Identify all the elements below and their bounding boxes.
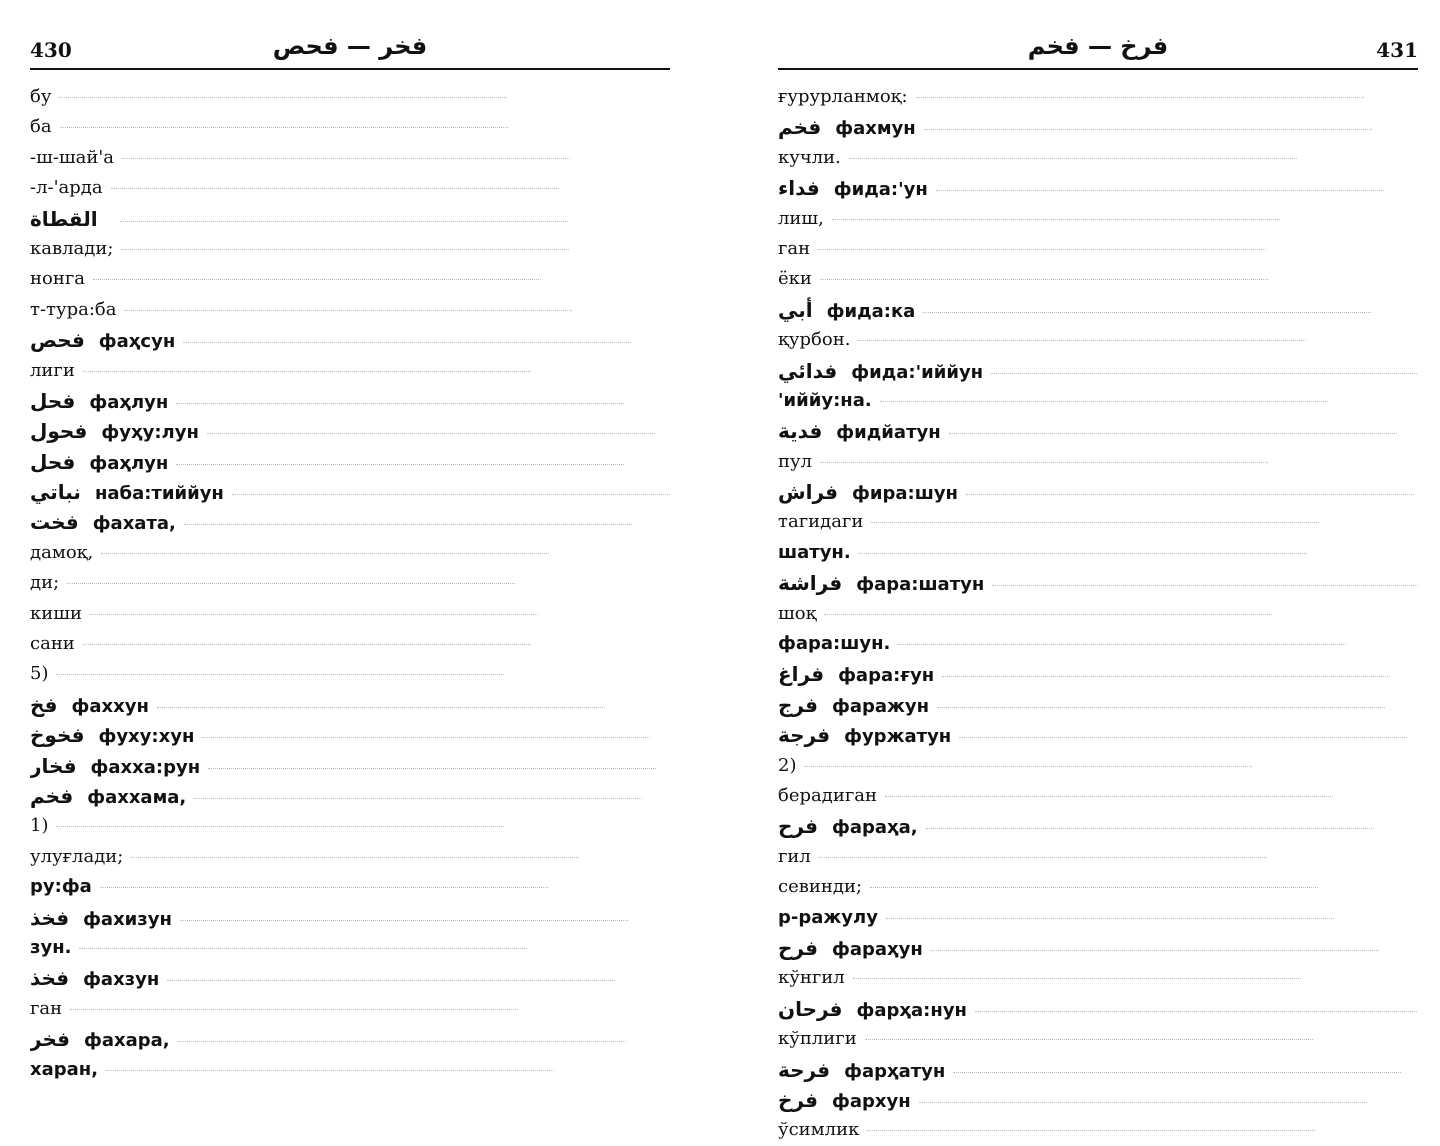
text-line [30, 599, 670, 629]
text-line [778, 173, 1418, 203]
line-text: 5) [30, 663, 49, 685]
text-line [778, 659, 1418, 689]
text-line [778, 295, 1418, 325]
transliterated-headword: фаражун [831, 695, 930, 717]
omitted-text-placeholder [178, 1040, 626, 1042]
transliterated-headword: фара:ғун [838, 665, 935, 687]
omitted-text-placeholder [93, 278, 541, 280]
line-text: улуғлади; [30, 845, 124, 867]
text-line [778, 690, 1418, 720]
arabic-headword: فخذ [30, 966, 70, 991]
line-text: берадиган [778, 784, 877, 806]
right-page [778, 0, 1418, 1141]
omitted-text-placeholder [819, 856, 1267, 858]
transliterated-headword: фарҳатун [844, 1060, 946, 1082]
omitted-text-placeholder [90, 613, 538, 615]
omitted-text-placeholder [919, 1101, 1367, 1103]
line-text: киши [30, 602, 82, 624]
omitted-text-placeholder [867, 1129, 1315, 1131]
text-line [30, 811, 670, 841]
text-line [30, 720, 670, 750]
omitted-text-placeholder [966, 493, 1414, 495]
line-text: бу [30, 86, 52, 107]
page-body [30, 82, 670, 1085]
transliterated-headword: ру:фа [30, 876, 92, 898]
head-range: فرخ — فخم [1027, 32, 1169, 60]
arabic-headword: فرج [778, 692, 818, 717]
line-text: сани [30, 633, 75, 655]
text-line [778, 507, 1418, 537]
header-rule [778, 68, 1418, 70]
line-text: пул [778, 450, 813, 472]
arabic-headword: فرحان [778, 996, 843, 1021]
line-text: ёки [778, 268, 812, 290]
omitted-text-placeholder [232, 493, 670, 495]
omitted-text-placeholder [111, 187, 559, 189]
text-line [30, 143, 670, 173]
line-text: 2) [778, 754, 797, 776]
line-text: лиш, [778, 207, 824, 229]
transliterated-headword: фида:ка [826, 300, 916, 322]
arabic-headword: فحل [30, 388, 76, 413]
omitted-text-placeholder [120, 220, 568, 222]
text-line [30, 234, 670, 264]
text-line [30, 477, 670, 507]
omitted-text-placeholder [870, 886, 1318, 888]
text-line [778, 994, 1418, 1024]
line-text: кўплиги [778, 1028, 857, 1050]
text-line [30, 447, 670, 477]
omitted-text-placeholder [942, 675, 1390, 677]
arabic-headword: فخر [30, 1027, 70, 1052]
text-line [30, 325, 670, 355]
text-line [778, 325, 1418, 355]
text-line [30, 872, 670, 902]
omitted-text-placeholder [70, 1008, 518, 1010]
arabic-headword: نباتي [30, 480, 81, 505]
line-text: шоқ [778, 602, 817, 624]
omitted-text-placeholder [157, 706, 605, 708]
text-line [30, 933, 670, 963]
text-line [778, 386, 1418, 416]
text-line [30, 416, 670, 446]
arabic-headword: فخم [30, 783, 74, 808]
omitted-text-placeholder [176, 463, 624, 465]
line-text: кавлади; [30, 237, 114, 259]
text-line [30, 659, 670, 689]
line-text: ба [30, 116, 52, 138]
text-line [778, 781, 1418, 811]
transliterated-headword: фараҳун [831, 938, 923, 960]
line-text: -ш-шай'а [30, 146, 115, 168]
omitted-text-placeholder [83, 643, 531, 645]
transliterated-headword: фахзун [83, 969, 160, 991]
line-text: лиги [30, 359, 75, 381]
omitted-text-placeholder [871, 521, 1319, 523]
omitted-text-placeholder [949, 432, 1397, 434]
transliterated-headword: фидйатун [836, 422, 941, 444]
text-line [30, 994, 670, 1024]
page-number: 430 [30, 38, 72, 62]
omitted-text-placeholder [953, 1071, 1401, 1073]
omitted-text-placeholder [56, 825, 504, 827]
text-line [30, 264, 670, 294]
page-number: 431 [1376, 38, 1418, 62]
text-line [30, 629, 670, 659]
line-text: -л-'арда [30, 177, 103, 199]
text-line [778, 811, 1418, 841]
arabic-headword: فرخ [778, 1087, 818, 1112]
text-line [30, 1024, 670, 1054]
text-line [778, 538, 1418, 568]
arabic-headword: فرح [778, 935, 818, 960]
transliterated-headword: фида:'иййун [851, 361, 984, 383]
text-line [778, 1055, 1418, 1085]
text-line [778, 963, 1418, 993]
running-head [778, 32, 1418, 66]
arabic-headword: فخ [30, 692, 58, 717]
omitted-text-placeholder [975, 1010, 1418, 1012]
text-line [30, 295, 670, 325]
transliterated-headword: фахара, [83, 1030, 170, 1052]
line-text: 1) [30, 815, 49, 837]
transliterated-headword: фара:шун. [778, 633, 891, 655]
transliterated-headword: р-ражулу [778, 906, 878, 928]
transliterated-headword: фахата, [92, 513, 176, 535]
text-line [778, 204, 1418, 234]
omitted-text-placeholder [67, 582, 515, 584]
text-line [30, 963, 670, 993]
line-text: қурбон. [778, 329, 851, 351]
transliterated-headword: харан, [30, 1058, 99, 1080]
line-text: ғурурланмоқ: [778, 86, 908, 107]
omitted-text-placeholder [858, 339, 1306, 341]
text-line [30, 356, 670, 386]
transliterated-headword: фаххун [71, 695, 149, 717]
omitted-text-placeholder [59, 96, 507, 98]
omitted-text-placeholder [184, 523, 632, 525]
text-line [778, 599, 1418, 629]
omitted-text-placeholder [824, 613, 1272, 615]
arabic-headword: فداء [778, 176, 820, 201]
text-line [30, 903, 670, 933]
omitted-text-placeholder [880, 400, 1328, 402]
transliterated-headword: фахмун [835, 118, 916, 140]
text-line [778, 629, 1418, 659]
omitted-text-placeholder [936, 189, 1384, 191]
arabic-headword: فرحة [778, 1057, 831, 1082]
omitted-text-placeholder [194, 797, 642, 799]
head-range: فخر — فحص [272, 32, 428, 60]
text-line [30, 112, 670, 142]
transliterated-headword: фара:шатун [856, 574, 985, 596]
omitted-text-placeholder [886, 917, 1334, 919]
text-line [778, 1085, 1418, 1115]
text-line [30, 386, 670, 416]
omitted-text-placeholder [818, 248, 1266, 250]
line-text: кўнгил [778, 967, 845, 989]
transliterated-headword: фуҳу:лун [101, 422, 199, 444]
transliterated-headword: фаҳлун [89, 452, 169, 474]
omitted-text-placeholder [207, 432, 655, 434]
arabic-headword: فخذ [30, 905, 70, 930]
arabic-headword: فخت [30, 510, 79, 535]
omitted-text-placeholder [131, 856, 579, 858]
text-line [778, 416, 1418, 446]
text-line [30, 568, 670, 598]
text-line [778, 751, 1418, 781]
omitted-text-placeholder [83, 370, 531, 372]
omitted-text-placeholder [926, 827, 1374, 829]
omitted-text-placeholder [924, 128, 1372, 130]
line-text: ган [30, 997, 63, 1019]
omitted-text-placeholder [202, 736, 650, 738]
transliterated-headword: фаххама, [87, 786, 187, 808]
text-line [30, 842, 670, 872]
omitted-text-placeholder [122, 157, 570, 159]
arabic-headword: فحول [30, 419, 88, 444]
omitted-text-placeholder [79, 947, 527, 949]
transliterated-headword: фуху:хун [98, 726, 195, 748]
omitted-text-placeholder [167, 979, 615, 981]
transliterated-headword: фуржатун [844, 726, 952, 748]
text-line [30, 507, 670, 537]
text-line [30, 82, 670, 112]
arabic-headword: فدية [778, 419, 823, 444]
line-text: ган [778, 237, 811, 259]
text-line [778, 568, 1418, 598]
text-line [778, 143, 1418, 173]
text-line [778, 447, 1418, 477]
arabic-headword: فراشة [778, 571, 843, 596]
line-text: кучли. [778, 146, 841, 168]
arabic-headword: فحص [30, 328, 85, 353]
omitted-text-placeholder [885, 795, 1333, 797]
text-line [778, 720, 1418, 750]
omitted-text-placeholder [60, 126, 508, 128]
text-line [30, 173, 670, 203]
arabic-headword: فخار [30, 753, 77, 778]
omitted-text-placeholder [180, 919, 628, 921]
omitted-text-placeholder [859, 552, 1307, 554]
omitted-text-placeholder [100, 886, 548, 888]
omitted-text-placeholder [804, 765, 1252, 767]
text-line [30, 751, 670, 781]
line-text: гил [778, 845, 811, 867]
line-text: т-тура:ба [30, 298, 117, 320]
omitted-text-placeholder [853, 977, 1301, 979]
transliterated-headword: фараҳа, [831, 817, 918, 839]
text-line [30, 781, 670, 811]
transliterated-headword: фахха:рун [90, 756, 201, 778]
arabic-headword: فرح [778, 814, 818, 839]
transliterated-headword: зун. [30, 936, 72, 958]
transliterated-headword: фархун [831, 1090, 911, 1112]
omitted-text-placeholder [820, 278, 1268, 280]
transliterated-headword: шатун. [778, 541, 851, 563]
text-line [778, 356, 1418, 386]
transliterated-headword: фаҳлун [89, 391, 169, 413]
text-line [778, 842, 1418, 872]
line-text: севинди; [778, 876, 863, 898]
omitted-text-placeholder [121, 248, 569, 250]
omitted-text-placeholder [991, 372, 1418, 374]
omitted-text-placeholder [183, 341, 631, 343]
transliterated-headword: фида:'ун [833, 179, 928, 201]
transliterated-headword: фира:шун [852, 483, 958, 505]
transliterated-headword: наба:тиййун [94, 483, 224, 505]
omitted-text-placeholder [106, 1069, 554, 1071]
text-line [30, 204, 670, 234]
omitted-text-placeholder [916, 96, 1364, 98]
arabic-headword: فخوخ [30, 723, 85, 748]
text-line [778, 1024, 1418, 1054]
text-line [778, 933, 1418, 963]
arabic-headword: أبي [778, 297, 813, 322]
text-line [778, 234, 1418, 264]
transliterated-headword: фаҳсун [98, 331, 176, 353]
arabic-headword: فخم [778, 115, 822, 140]
text-line [778, 872, 1418, 902]
line-text: нонга [30, 268, 85, 290]
page-body [778, 82, 1418, 1146]
omitted-text-placeholder [923, 311, 1371, 313]
text-line [778, 1115, 1418, 1145]
text-line [30, 1055, 670, 1085]
transliterated-headword: фарҳа:нун [856, 999, 967, 1021]
arabic-headword: فراغ [778, 662, 825, 687]
omitted-text-placeholder [865, 1038, 1313, 1040]
arabic-headword: فرجة [778, 723, 831, 748]
transliterated-headword: фахизун [83, 908, 172, 930]
text-line [778, 264, 1418, 294]
running-head [30, 32, 670, 66]
arabic-headword: فراش [778, 480, 838, 505]
left-page [30, 0, 670, 1114]
omitted-text-placeholder [832, 218, 1280, 220]
omitted-text-placeholder [176, 402, 624, 404]
text-line [778, 112, 1418, 142]
text-line [30, 538, 670, 568]
omitted-text-placeholder [959, 736, 1407, 738]
omitted-text-placeholder [849, 157, 1297, 159]
omitted-text-placeholder [992, 584, 1418, 586]
arabic-headword: القطاة [30, 206, 98, 231]
text-line [778, 903, 1418, 933]
omitted-text-placeholder [937, 706, 1385, 708]
omitted-text-placeholder [101, 552, 549, 554]
omitted-text-placeholder [931, 949, 1379, 951]
arabic-headword: فحل [30, 449, 76, 474]
line-text: ўсимлик [778, 1119, 860, 1141]
omitted-text-placeholder [124, 309, 572, 311]
omitted-text-placeholder [56, 673, 504, 675]
text-line [30, 690, 670, 720]
arabic-headword: فدائي [778, 358, 838, 383]
omitted-text-placeholder [898, 643, 1346, 645]
omitted-text-placeholder [208, 767, 656, 769]
line-text: тагидаги [778, 511, 864, 533]
line-text: дамоқ, [30, 541, 94, 563]
line-text: ди; [30, 572, 60, 594]
text-line [778, 82, 1418, 112]
omitted-text-placeholder [820, 461, 1268, 463]
text-line [778, 477, 1418, 507]
transliterated-headword: 'иййу:на. [778, 389, 872, 411]
header-rule [30, 68, 670, 70]
